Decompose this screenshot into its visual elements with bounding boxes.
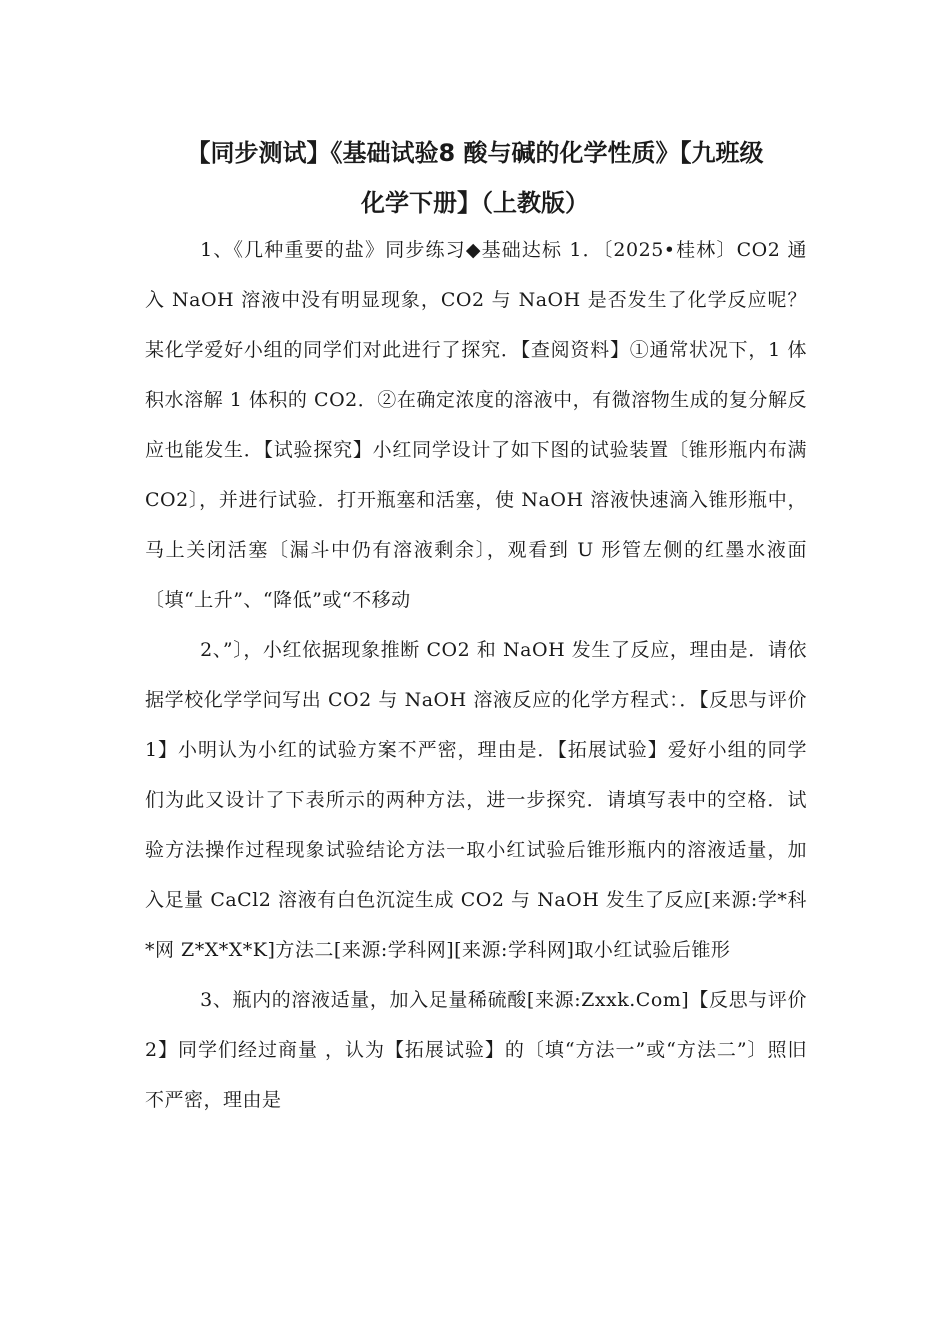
title-line-1: 【同步测试】《基础试验8 酸与碱的化学性质》【九班级 [186,139,764,167]
paragraph-2: 2、”〕，小红依据现象推断 CO2 和 NaOH 发生了反应，理由是．请依据学校化学学问写出 CO2 与 NaOH 溶液反应的化学方程式：．【反思与评价 1】小明认为小红的试验方案不严密，理由是．【拓展试验】爱好小组的同学们为此又设计了下表所示的两种方法，进一步探究．请填写表中的空格．试验方法操作过程现象试验结论方法一取小红试验后锥形瓶内的溶液适量，加入足量 CaCl2 溶液有白色沉淀生成 CO2 与 NaOH 发生了反应[来源:学*科*网 Z*X*X*K]方法二[来源:学科网][来源:学科网]取小红试验后锥形 [145,639,807,961]
document-body [145,225,807,1125]
paragraph-1: 1、《几种重要的盐》同步练习◆基础达标 1．〔2025•桂林〕CO2 通入 NaOH 溶液中没有明显现象，CO2 与 NaOH 是否发生了化学反应呢？某化学爱好小组的同学们对此进行了探究．【查阅资料】①通常状况下，1 体积水溶解 1 体积的 CO2．②在确定浓度的溶液中，有微溶物生成的复分解反应也能发生．【试验探究】小红同学设计了如下图的试验装置〔锥形瓶内布满 CO2〕，并进行试验．打开瓶塞和活塞，使 NaOH 溶液快速滴入锥形瓶中，马上关闭活塞〔漏斗中仍有溶液剩余〕，观看到 U 形管左侧的红墨水液面〔填“上升”、“降低”或“不移动 [145,239,807,611]
paragraph-3: 3、瓶内的溶液适量，加入足量稀硫酸[来源:Zxxk.Com]【反思与评价 2】同学们经过商量 ，认为【拓展试验】的〔填“方法一”或“方法二”〕照旧不严密，理由是 [145,989,807,1111]
title-line-2: 化学下册】（上教版） [361,189,589,217]
document-title [140,128,810,228]
